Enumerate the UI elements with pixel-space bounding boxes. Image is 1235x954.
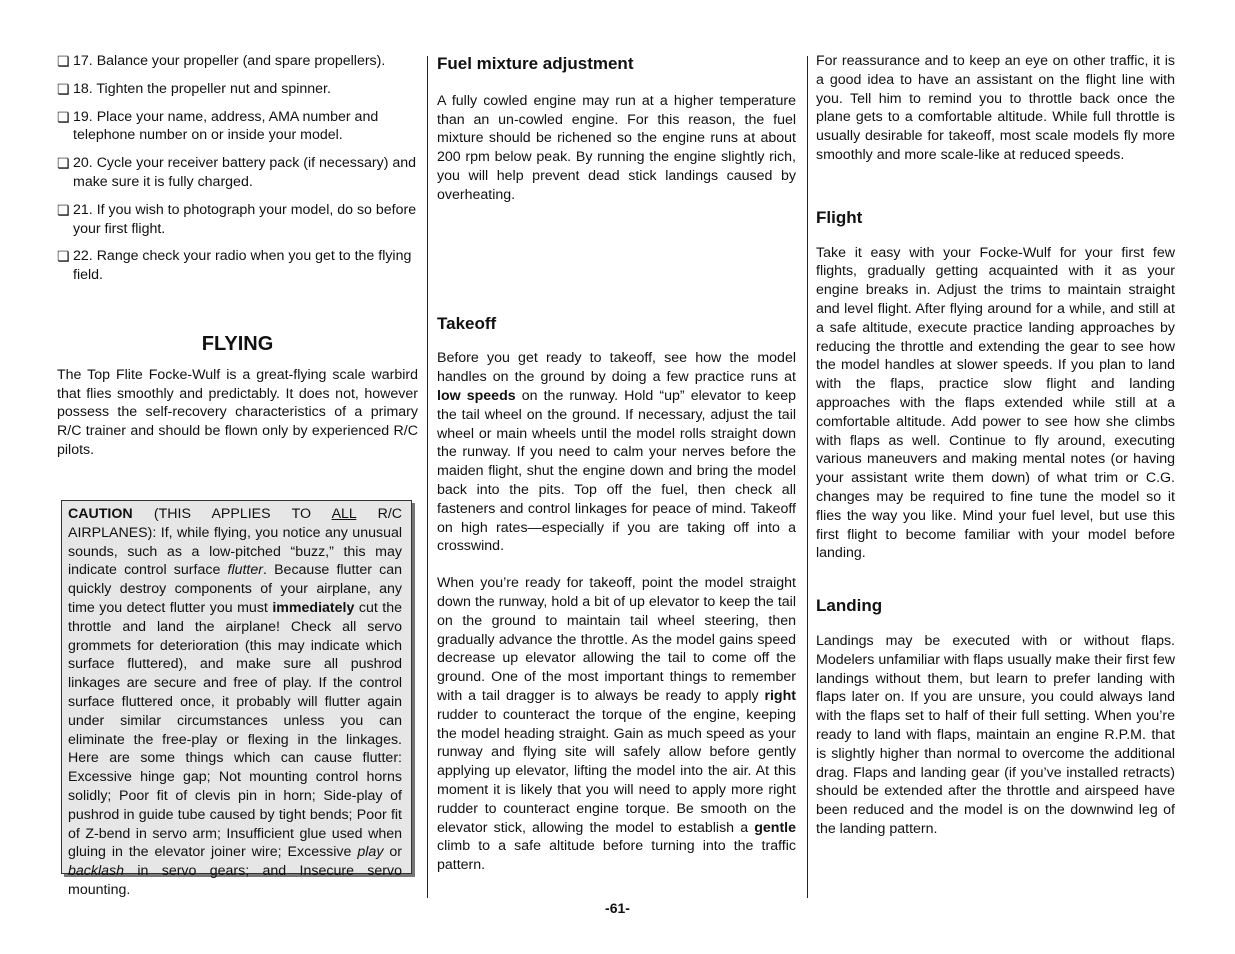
checkbox-icon[interactable]: ❏: [57, 53, 70, 69]
column-divider: [427, 56, 428, 898]
checklist: [57, 52, 418, 285]
column-1: [57, 52, 418, 460]
flying-intro: The Top Flite Focke-Wulf is a great-flying scale warbird that flies smoothly and predictably. It does not, however possess the self-recovery characteristics of a primary R/C trainer and should be flown only by experienced R/C pilots.: [57, 366, 418, 458]
flight-body: Take it easy with your Focke-Wulf for your first few flights, gradually getting acquainted with it as your engine breaks in. Adjust the trims to maintain straight and level flight. After flying around for a while, and still at a safe altitude, execute practice landing approaches by reducing the throttle and extending the gear to see how the model handles at slower speeds. If you plan to land with the flaps, practice slow flight and landing approaches with the flaps extended while still at a comfortable altitude. Add power to see how she climbs with flaps as well. Continue to fly around, executing various maneuvers and making mental notes (or having your assistant write them down) of what trim or C.G. changes may be required to fine tune the model so it flies the way you like. Mind your fuel level, but use this first flight to become familiar with your model before landing.: [816, 244, 1175, 562]
takeoff-body-1: Before you get ready to takeoff, see how the model handles on the ground by doing a few practice runs at low speeds on the runway. Hold “up” elevator to keep the tail wheel on the ground. If necessary, adjust the tail wheel or main wheels until the model rolls straight down the runway. If you need to calm your nerves before the maiden flight, shut the engine down and bring the model back into the pits. Top off the fuel, then check all fasteners and control linkages for peace of mind. Takeoff on high rates—especially if you are taking off into a crosswind.: [437, 350, 797, 555]
checklist-item: ❏ 18. Tighten the propeller nut and spinner.: [57, 80, 331, 97]
checklist-item: ❏ 20. Cycle your receiver battery pack (if necessary) and make sure it is fully charged.: [57, 155, 417, 190]
takeoff-body-2: When you’re ready for takeoff, point the model straight down the runway, hold a bit of up elevator to keep the tail on the ground to maintain tail wheel steering, then gradually advance the throttle. As the model gains speed decrease up elevator allowing the tail to come off the ground. One of the most important things to remember with a tail dragger is to always be ready to apply right rudder to counteract the torque of the engine, keeping the model heading straight. Gain as much speed as your runway and flying site will safely allow before gently applying up elevator, lifting the model into the air. At this moment it is likely that you will need to apply more right rudder to counteract engine torque. Be smooth on the elevator stick, allowing the model to establish a gentle climb to a safe altitude before turning into the traffic pattern.: [437, 575, 796, 874]
column-divider: [807, 56, 808, 898]
fuel-body: A fully cowled engine may run at a higher temperature than an un-cowled engine. For this reason, the fuel mixture should be richened so the engine runs at about 200 rpm below peak. By running the engine slightly rich, you will help prevent dead stick landings caused by overheating.: [437, 92, 796, 203]
flying-heading: FLYING: [201, 332, 274, 355]
caution-text: CAUTION (THIS APPLIES TO ALL R/C AIRPLANES): If, while flying, you notice any unusual sounds, such as a low-pitched “buzz,” this may indicate control surface flutter. Because flutter can quickly destroy components of your airplane, any time you detect flutter you must immediately cut the throttle and land the airplane! Check all servo grommets for deterioration (this may indicate which surface fluttered), and make sure all pushrod linkages are secure and free of play. If the control surface fluttered once, it probably will flutter again under similar circumstances unless you can eliminate the free-play or flexing in the linkages. Here are some things which can cause flutter: Excessive hinge gap; Not mounting control horns solidly; Poor fit of clevis pin in horn; Side-play of pushrod in guide tube caused by tight bends; Poor fit of Z-bend in servo arm; Insufficient glue used when gluing in the elevator joiner wire; Excessive play or backlash in servo gears; and Insecure servo mounting.: [68, 506, 403, 898]
checkbox-icon[interactable]: ❏: [57, 248, 70, 265]
caution-box: [61, 500, 412, 898]
checklist-item: ❏ 19. Place your name, address, AMA number and telephone number on or inside your model.: [57, 108, 379, 144]
takeoff-heading: Takeoff: [437, 313, 497, 333]
checklist-item: ❏ 22. Range check your radio when you get to the flying field.: [57, 248, 412, 284]
page-number: -61-: [605, 900, 630, 916]
column-2: [437, 55, 796, 875]
column-3: [816, 52, 1175, 839]
checklist-item: ❏ 21. If you wish to photograph your model, do so before your first flight.: [57, 201, 417, 237]
checklist-item: ❏ 17. Balance your propeller (and spare propellers).: [57, 53, 386, 69]
caution-label: CAUTION: [68, 506, 133, 522]
checkbox-icon[interactable]: ❏: [57, 108, 70, 125]
checkbox-icon[interactable]: ❏: [57, 80, 70, 97]
landing-body: Landings may be executed with or without flaps. Modelers unfamiliar with flaps usually make their first few landings without them, but learn to prefer landing with flaps later on. If you are unsure, you could always land with the flaps set to half of their full setting. When you’re ready to land with flaps, maintain an engine R.P.M. that is slightly higher than normal to overcome the additional drag. Flaps and landing gear (if you’ve installed retracts) should be extended after the throttle and airspeed have been reduced and the model is on the downwind leg of the landing pattern.: [816, 632, 1175, 837]
flight-heading: Flight: [816, 207, 863, 227]
landing-heading: Landing: [816, 596, 883, 616]
checkbox-icon[interactable]: ❏: [57, 155, 70, 172]
reassurance-body: For reassurance and to keep an eye on other traffic, it is a good idea to have an assistant on the flight line with you. Tell him to remind you to throttle back once the plane gets to a comfortable altitude. While full throttle is usually desirable for takeoff, most scale models fly more smoothly and more scale-like at reduced speeds.: [816, 53, 1175, 163]
checkbox-icon[interactable]: ❏: [57, 201, 70, 218]
fuel-heading: Fuel mixture adjustment: [437, 54, 634, 73]
